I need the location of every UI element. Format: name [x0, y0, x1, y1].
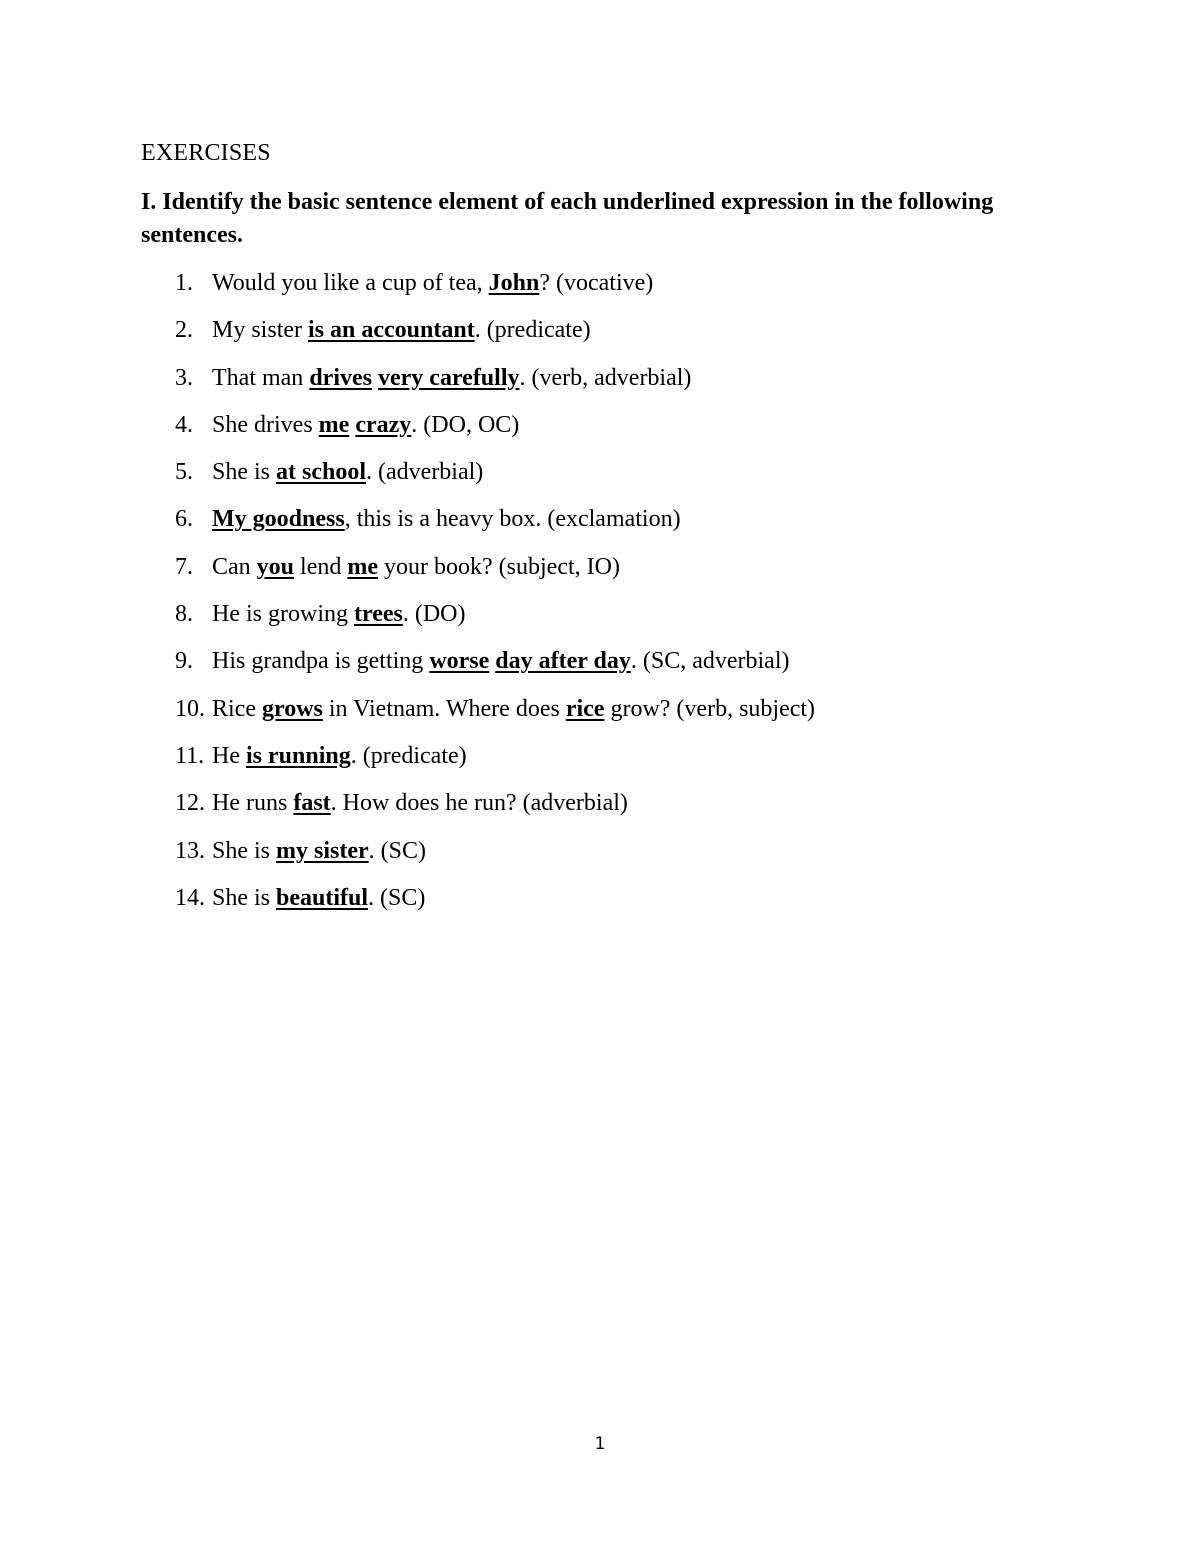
sentence-text: lend — [294, 553, 348, 580]
page-heading: EXERCISES — [141, 140, 271, 166]
exercise-item — [0, 360, 1200, 407]
item-sentence — [212, 833, 426, 869]
sentence-text: My sister — [212, 317, 308, 344]
underlined-expression: trees — [353, 601, 403, 628]
sentence-text: grow? (verb, subject) — [604, 695, 816, 722]
underlined-expression: day after day — [495, 648, 631, 675]
underlined-expression: drives — [309, 364, 372, 391]
sentence-text: . (DO) — [402, 601, 466, 628]
exercise-item — [0, 691, 1200, 738]
item-number: 7. — [175, 553, 193, 580]
sentence-text: . (verb, adverbial) — [519, 364, 692, 391]
exercise-item — [0, 407, 1200, 454]
item-sentence — [212, 880, 425, 916]
item-sentence — [212, 643, 789, 679]
exercise-item — [0, 596, 1200, 643]
item-sentence — [212, 785, 628, 821]
exercise-list — [0, 265, 1200, 927]
sentence-text: . (predicate) — [474, 317, 591, 344]
item-sentence — [212, 360, 691, 396]
exercise-item — [0, 312, 1200, 359]
item-number: 9. — [175, 648, 193, 675]
item-number: 11. — [175, 742, 205, 769]
sentence-text: . (SC, adverbial) — [630, 648, 790, 675]
exercise-item — [0, 643, 1200, 690]
exercise-item — [0, 501, 1200, 548]
exercise-item — [0, 785, 1200, 832]
sentence-text: . (predicate) — [350, 742, 467, 769]
sentence-text: She is — [212, 837, 277, 864]
underlined-expression: beautiful — [276, 884, 369, 911]
underlined-expression: very carefully — [377, 364, 520, 391]
exercise-item — [0, 549, 1200, 596]
underlined-expression: rice — [565, 695, 605, 722]
underlined-expression: grows — [261, 695, 323, 722]
sentence-text: He runs — [212, 790, 294, 817]
sentence-text: He — [212, 742, 246, 769]
item-sentence — [212, 549, 620, 585]
sentence-text: Rice — [212, 695, 262, 722]
underlined-expression: me — [318, 411, 350, 438]
underlined-expression: me — [347, 553, 379, 580]
item-number: 12. — [175, 790, 205, 817]
sentence-text: . (SC) — [368, 837, 426, 864]
sentence-text: . (SC) — [368, 884, 426, 911]
exercise-item — [0, 454, 1200, 501]
exercise-item — [0, 833, 1200, 880]
sentence-text: your book? (subject, IO) — [378, 553, 620, 580]
underlined-expression: crazy — [355, 411, 412, 438]
page-number: 1 — [594, 1434, 606, 1454]
sentence-text: , this is a heavy box. (exclamation) — [344, 506, 681, 533]
item-sentence — [212, 501, 681, 537]
item-sentence — [212, 407, 519, 443]
sentence-text: ? (vocative) — [539, 270, 654, 296]
item-sentence — [212, 454, 483, 490]
item-number: 2. — [175, 317, 193, 344]
item-number: 4. — [175, 411, 193, 438]
item-sentence — [212, 312, 591, 348]
sentence-text: That man — [212, 364, 310, 391]
exercise-instruction: I. Identify the basic sentence element of each underlined expression in the following sentences. — [141, 189, 994, 248]
underlined-expression: is an accountant — [308, 317, 475, 344]
item-number: 13. — [175, 837, 205, 864]
sentence-text: She drives — [212, 411, 319, 438]
exercise-item — [0, 880, 1200, 927]
sentence-text: His grandpa is getting — [212, 648, 430, 675]
sentence-text: Can — [212, 553, 257, 580]
sentence-text: . How does he run? (adverbial) — [330, 790, 628, 817]
item-sentence — [212, 691, 815, 727]
item-number: 10. — [175, 695, 205, 722]
underlined-expression: fast — [293, 790, 331, 817]
item-sentence — [212, 265, 653, 301]
sentence-text: Would you like a cup of tea, — [212, 270, 489, 296]
underlined-expression: is running — [245, 742, 351, 769]
sentence-text: in Vietnam. Where does — [322, 695, 566, 722]
item-number: 14. — [175, 884, 205, 911]
underlined-expression: at school — [276, 459, 367, 486]
item-number: 5. — [175, 459, 193, 486]
item-number: 1. — [175, 270, 193, 296]
sentence-text: He is growing — [212, 601, 354, 628]
sentence-text: . (adverbial) — [366, 459, 484, 486]
item-sentence — [212, 596, 466, 632]
item-number: 3. — [175, 364, 193, 391]
item-number: 6. — [175, 506, 193, 533]
underlined-expression: My goodness — [212, 506, 345, 533]
underlined-expression: you — [256, 553, 295, 580]
sentence-text: She is — [212, 884, 277, 911]
sentence-text: She is — [212, 459, 277, 486]
exercise-item — [0, 738, 1200, 785]
underlined-expression: worse — [429, 648, 490, 675]
item-sentence — [212, 738, 467, 774]
sentence-text: . (DO, OC) — [411, 411, 520, 438]
underlined-expression: John — [488, 270, 540, 296]
exercise-item — [0, 265, 1200, 312]
item-number: 8. — [175, 601, 193, 628]
underlined-expression: my sister — [276, 837, 369, 864]
